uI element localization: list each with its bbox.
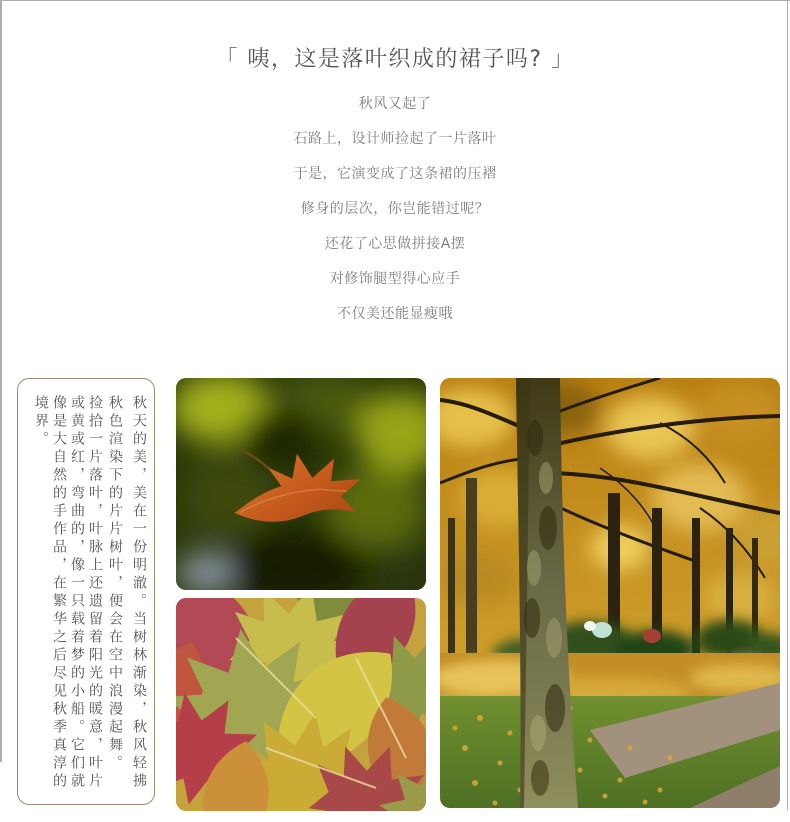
poem-column: 秋色渲染下的片片树叶，便会在空中浪漫起舞。	[107, 395, 123, 773]
autumn-park-avenue-photo	[440, 378, 780, 808]
poem-right-group	[108, 395, 146, 796]
intro-line: 秋风又起了	[358, 96, 432, 112]
poem-left-group	[34, 395, 102, 796]
intro-line: 对修饰腿型得心应手	[329, 271, 461, 287]
autumn-leaves-collage-photo	[176, 598, 426, 811]
intro-line: 于是，它演变成了这条裙的压褶	[293, 166, 497, 182]
intro-line: 修身的层次，你岂能错过呢？	[300, 201, 490, 217]
falling-maple-leaf-photo	[176, 378, 426, 590]
vertical-poem-box	[17, 378, 155, 805]
poem-column: 秋天的美，美在一份明澈。当树林渐染，秋风轻拂	[131, 395, 147, 791]
page-top-border	[0, 0, 790, 1]
poem-column: 或黄或红，弯曲的，像一只载着梦的小船。它们就	[69, 395, 85, 791]
intro-copy	[0, 87, 790, 332]
intro-line: 不仅美还能显瘦哦	[337, 306, 453, 322]
quote-headline: 「 咦，这是落叶织成的裙子吗? 」	[215, 47, 575, 72]
poem-column: 捡拾一片落叶，叶脉上还遗留着阳光的暖意，叶片	[87, 395, 103, 791]
intro-line: 还花了心思做拼接A摆	[324, 236, 466, 252]
poem-column: 像是大自然的手作品，在繁华之后尽见秋季真淳的	[51, 395, 67, 791]
intro-line: 石路上，设计师捡起了一片落叶	[293, 131, 497, 147]
poem-column: 境界。	[33, 395, 49, 449]
